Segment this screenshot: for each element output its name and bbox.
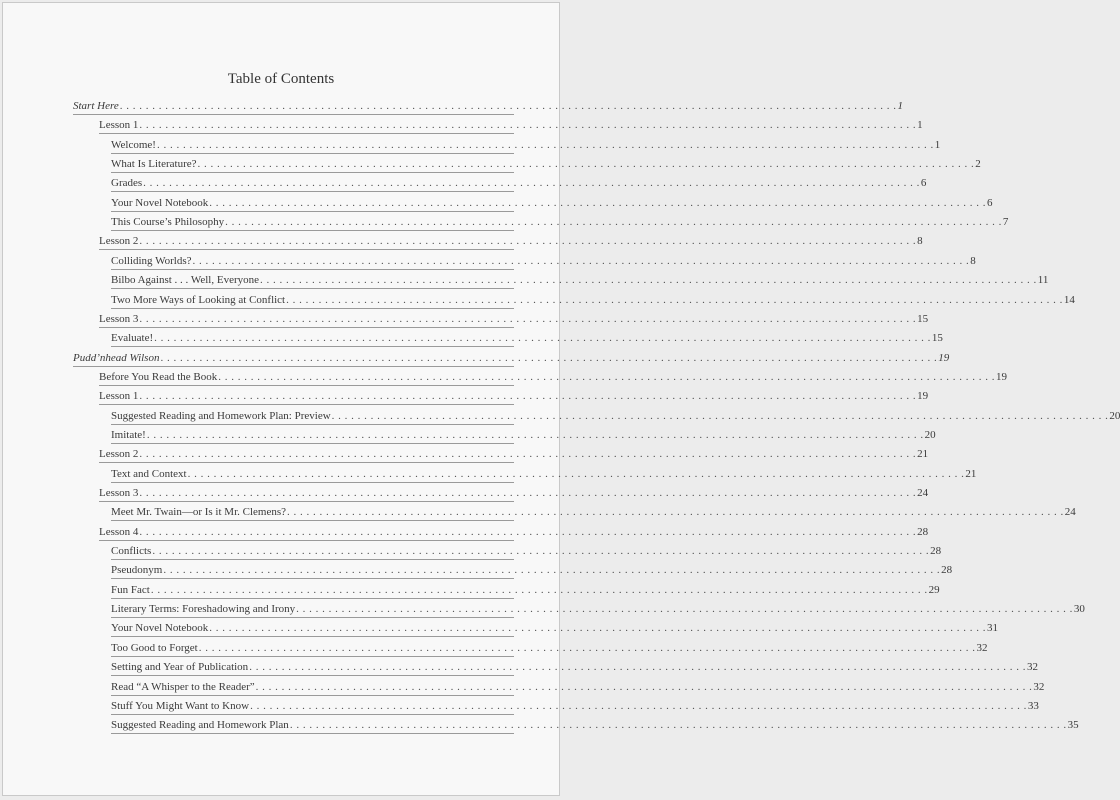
toc-topic-entry bbox=[111, 544, 942, 558]
toc-lesson-entry bbox=[99, 447, 929, 461]
dot-leader: . . . . . . . . . . . . . . . . . . . . . . . . . . . . . . . . . . . . . . . . . . . . . . . . . . . . . . . . . . . . . . . . . . . . . . . . . . . . . . . . . . . . . . . . . . . . . . . . . . . . . . . . . . . . . . . . . . . . . . . . bbox=[150, 584, 928, 596]
toc-entry-page-number: 21 bbox=[917, 448, 929, 460]
toc-entry-label: Read “A Whisper to the Reader” bbox=[111, 681, 255, 693]
toc-entry-label: Suggested Reading and Homework Plan bbox=[111, 719, 289, 731]
toc-row-rule bbox=[111, 636, 514, 637]
toc-topic-entry bbox=[111, 467, 977, 481]
toc-row-rule bbox=[111, 443, 514, 444]
dot-leader: . . . . . . . . . . . . . . . . . . . . . . . . . . . . . . . . . . . . . . . . . . . . . . . . . . . . . . . . . . . . . . . . . . . . . . . . . . . . . . . . . . . . . . . . . . . . . . . . . . . . . . . . . . . . . . . . . . . . . . . . bbox=[255, 681, 1033, 693]
toc-entry-page-number: 28 bbox=[941, 564, 953, 576]
dot-leader: . . . . . . . . . . . . . . . . . . . . . . . . . . . . . . . . . . . . . . . . . . . . . . . . . . . . . . . . . . . . . . . . . . . . . . . . . . . . . . . . . . . . . . . . . . . . . . . . . . . . . . . . . . . . . . . . . . . . . . . . bbox=[218, 371, 995, 383]
toc-entry-page-number: 1 bbox=[934, 139, 941, 151]
dot-leader: . . . . . . . . . . . . . . . . . . . . . . . . . . . . . . . . . . . . . . . . . . . . . . . . . . . . . . . . . . . . . . . . . . . . . . . . . . . . . . . . . . . . . . . . . . . . . . . . . . . . . . . . . . . . . . . . . . . . . . . . bbox=[187, 468, 965, 480]
toc-row-rule bbox=[111, 695, 514, 696]
dot-leader: . . . . . . . . . . . . . . . . . . . . . . . . . . . . . . . . . . . . . . . . . . . . . . . . . . . . . . . . . . . . . . . . . . . . . . . . . . . . . . . . . . . . . . . . . . . . . . . . . . . . . . . . . . . . . . . . . . . . . . . . bbox=[209, 197, 987, 209]
toc-lesson-entry bbox=[99, 486, 929, 500]
toc-topic-entry bbox=[111, 563, 953, 577]
toc-entry-label: Conflicts bbox=[111, 545, 152, 557]
toc-row-rule bbox=[99, 133, 514, 134]
toc-entry-page-number: 11 bbox=[1037, 274, 1049, 286]
toc-topic-entry bbox=[111, 602, 1085, 616]
toc-row-rule bbox=[111, 424, 514, 425]
toc-entry-label: Lesson 3 bbox=[99, 313, 139, 325]
toc-entry-label: Setting and Year of Publication bbox=[111, 661, 249, 673]
toc-entry-label: Suggested Reading and Homework Plan: Preview bbox=[111, 410, 331, 422]
toc-row-rule bbox=[111, 288, 514, 289]
toc-topic-entry bbox=[111, 215, 1009, 229]
toc-row-rule bbox=[111, 346, 514, 347]
toc-topic-entry bbox=[111, 621, 999, 635]
dot-leader: . . . . . . . . . . . . . . . . . . . . . . . . . . . . . . . . . . . . . . . . . . . . . . . . . . . . . . . . . . . . . . . . . . . . . . . . . . . . . . . . . . . . . . . . . . . . . . . . . . . . . . . . . . . . . . . . . . . . . . . . bbox=[119, 100, 897, 112]
toc-entry-label: Imitate! bbox=[111, 429, 146, 441]
toc-topic-entry bbox=[111, 273, 1049, 287]
toc-topic-entry bbox=[111, 718, 1079, 732]
toc-entry-label: Your Novel Notebook bbox=[111, 622, 209, 634]
toc-entry-label: Fun Fact bbox=[111, 584, 150, 596]
dot-leader: . . . . . . . . . . . . . . . . . . . . . . . . . . . . . . . . . . . . . . . . . . . . . . . . . . . . . . . . . . . . . . . . . . . . . . . . . . . . . . . . . . . . . . . . . . . . . . . . . . . . . . . . . . . . . . . . . . . . . . . . bbox=[225, 216, 1002, 228]
toc-row-rule bbox=[99, 327, 514, 328]
toc-entry-page-number: 19 bbox=[996, 371, 1007, 383]
toc-entry-label: Literary Terms: Foreshadowing and Irony bbox=[111, 603, 296, 615]
toc-row-rule bbox=[99, 249, 514, 250]
toc-entry-label: Stuff You Might Want to Know bbox=[111, 700, 250, 712]
toc-row-rule bbox=[73, 114, 514, 115]
toc-row-rule bbox=[99, 540, 514, 541]
toc-entry-page-number: 28 bbox=[930, 545, 942, 557]
toc-entry-label: Lesson 2 bbox=[99, 235, 139, 247]
toc-entry-page-number: 21 bbox=[965, 468, 977, 480]
toc-entry-label: Text and Context bbox=[111, 468, 187, 480]
toc-entry-page-number: 32 bbox=[976, 642, 988, 654]
toc-row-rule bbox=[111, 520, 514, 521]
dot-leader: . . . . . . . . . . . . . . . . . . . . . . . . . . . . . . . . . . . . . . . . . . . . . . . . . . . . . . . . . . . . . . . . . . . . . . . . . . . . . . . . . . . . . . . . . . . . . . . . . . . . . . . . . . . . . . . . . . . . . . . . bbox=[287, 506, 1064, 518]
toc-entry-label: Before You Read the Book bbox=[99, 371, 218, 383]
toc-entry-label: Lesson 4 bbox=[99, 526, 139, 538]
toc-entry-label: Lesson 1 bbox=[99, 119, 139, 131]
toc-row-rule bbox=[111, 714, 514, 715]
toc-entry-label: Pudd’nhead Wilson bbox=[73, 352, 160, 364]
document-page bbox=[2, 2, 1120, 796]
toc-topic-entry bbox=[111, 641, 988, 655]
toc-lesson-entry bbox=[99, 312, 929, 326]
toc-row-rule bbox=[111, 172, 514, 173]
dot-leader: . . . . . . . . . . . . . . . . . . . . . . . . . . . . . . . . . . . . . . . . . . . . . . . . . . . . . . . . . . . . . . . . . . . . . . . . . . . . . . . . . . . . . . . . . . . . . . . . . . . . . . . . . . . . . . . . . . . . . . . . bbox=[289, 719, 1067, 731]
dot-leader: . . . . . . . . . . . . . . . . . . . . . . . . . . . . . . . . . . . . . . . . . . . . . . . . . . . . . . . . . . . . . . . . . . . . . . . . . . . . . . . . . . . . . . . . . . . . . . . . . . . . . . . . . . . . . . . . . . . . . . . . bbox=[139, 235, 917, 247]
toc-row-rule bbox=[111, 675, 514, 676]
dot-leader: . . . . . . . . . . . . . . . . . . . . . . . . . . . . . . . . . . . . . . . . . . . . . . . . . . . . . . . . . . . . . . . . . . . . . . . . . . . . . . . . . . . . . . . . . . . . . . . . . . . . . . . . . . . . . . . . . . . . . . . . bbox=[139, 390, 917, 402]
toc-entry-page-number: 24 bbox=[1064, 506, 1076, 518]
toc-entry-page-number: 2 bbox=[975, 158, 981, 170]
toc-entry-label: Grades bbox=[111, 177, 143, 189]
dot-leader: . . . . . . . . . . . . . . . . . . . . . . . . . . . . . . . . . . . . . . . . . . . . . . . . . . . . . . . . . . . . . . . . . . . . . . . . . . . . . . . . . . . . . . . . . . . . . . . . . . . . . . . . . . . . . . . . . . . . . . . . bbox=[139, 526, 917, 538]
toc-lesson-entry bbox=[99, 370, 1007, 384]
toc-topic-entry bbox=[111, 409, 1120, 423]
dot-leader: . . . . . . . . . . . . . . . . . . . . . . . . . . . . . . . . . . . . . . . . . . . . . . . . . . . . . . . . . . . . . . . . . . . . . . . . . . . . . . . . . . . . . . . . . . . . . . . . . . . . . . . . . . . . . . . . . . . . . . . . bbox=[192, 255, 970, 267]
toc-row-rule bbox=[111, 191, 514, 192]
toc-topic-entry bbox=[111, 138, 941, 152]
toc-topic-entry bbox=[111, 254, 976, 268]
toc-entry-label: Meet Mr. Twain—or Is it Mr. Clemens? bbox=[111, 506, 287, 518]
dot-leader: . . . . . . . . . . . . . . . . . . . . . . . . . . . . . . . . . . . . . . . . . . . . . . . . . . . . . . . . . . . . . . . . . . . . . . . . . . . . . . . . . . . . . . . . . . . . . . . . . . . . . . . . . . . . . . . . . . . . . . . . bbox=[331, 410, 1109, 422]
toc-entry-page-number: 1 bbox=[897, 100, 903, 112]
toc-lesson-entry bbox=[99, 389, 929, 403]
dot-leader: . . . . . . . . . . . . . . . . . . . . . . . . . . . . . . . . . . . . . . . . . . . . . . . . . . . . . . . . . . . . . . . . . . . . . . . . . . . . . . . . . . . . . . . . . . . . . . . . . . . . . . . . . . . . . . . . . . . . . . . . bbox=[260, 274, 1037, 286]
toc-entry-page-number: 31 bbox=[987, 622, 999, 634]
dot-leader: . . . . . . . . . . . . . . . . . . . . . . . . . . . . . . . . . . . . . . . . . . . . . . . . . . . . . . . . . . . . . . . . . . . . . . . . . . . . . . . . . . . . . . . . . . . . . . . . . . . . . . . . . . . . . . . . . . . . . . . . bbox=[139, 119, 917, 131]
toc-entry-page-number: 1 bbox=[917, 119, 923, 131]
toc-row-rule bbox=[111, 617, 514, 618]
toc-row-rule bbox=[111, 482, 514, 483]
toc-entry-page-number: 28 bbox=[917, 526, 929, 538]
toc-entry-label: Two More Ways of Looking at Conflict bbox=[111, 294, 286, 306]
toc-entry-page-number: 14 bbox=[1063, 294, 1075, 306]
toc-entry-page-number: 19 bbox=[917, 390, 929, 402]
toc-entry-page-number: 24 bbox=[917, 487, 929, 499]
dot-leader: . . . . . . . . . . . . . . . . . . . . . . . . . . . . . . . . . . . . . . . . . . . . . . . . . . . . . . . . . . . . . . . . . . . . . . . . . . . . . . . . . . . . . . . . . . . . . . . . . . . . . . . . . . . . . . . . . . . . . . . . bbox=[296, 603, 1073, 615]
toc-entry-page-number: 30 bbox=[1073, 603, 1085, 615]
toc-entry-page-number: 33 bbox=[1027, 700, 1039, 712]
toc-entry-label: Too Good to Forget bbox=[111, 642, 198, 654]
dot-leader: . . . . . . . . . . . . . . . . . . . . . . . . . . . . . . . . . . . . . . . . . . . . . . . . . . . . . . . . . . . . . . . . . . . . . . . . . . . . . . . . . . . . . . . . . . . . . . . . . . . . . . . . . . . . . . . . . . . . . . . . bbox=[152, 545, 930, 557]
dot-leader: . . . . . . . . . . . . . . . . . . . . . . . . . . . . . . . . . . . . . . . . . . . . . . . . . . . . . . . . . . . . . . . . . . . . . . . . . . . . . . . . . . . . . . . . . . . . . . . . . . . . . . . . . . . . . . . . . . . . . . . . bbox=[250, 700, 1027, 712]
toc-topic-entry bbox=[111, 583, 940, 597]
toc-entry-page-number: 32 bbox=[1033, 681, 1045, 693]
toc-entry-page-number: 35 bbox=[1067, 719, 1079, 731]
toc-entry-page-number: 7 bbox=[1002, 216, 1009, 228]
toc-row-rule bbox=[99, 404, 514, 405]
toc-row-rule bbox=[99, 501, 514, 502]
toc-section-entry bbox=[73, 351, 950, 365]
toc-row-rule bbox=[111, 230, 514, 231]
dot-leader: . . . . . . . . . . . . . . . . . . . . . . . . . . . . . . . . . . . . . . . . . . . . . . . . . . . . . . . . . . . . . . . . . . . . . . . . . . . . . . . . . . . . . . . . . . . . . . . . . . . . . . . . . . . . . . . . . . . . . . . . bbox=[154, 332, 931, 344]
toc-topic-entry bbox=[111, 293, 1075, 307]
toc-row-rule bbox=[111, 598, 514, 599]
dot-leader: . . . . . . . . . . . . . . . . . . . . . . . . . . . . . . . . . . . . . . . . . . . . . . . . . . . . . . . . . . . . . . . . . . . . . . . . . . . . . . . . . . . . . . . . . . . . . . . . . . . . . . . . . . . . . . . . . . . . . . . . bbox=[139, 448, 917, 460]
toc-entry-label: Pseudonym bbox=[111, 564, 163, 576]
toc-entry-page-number: 15 bbox=[917, 313, 929, 325]
toc-entry-label: Start Here bbox=[73, 100, 119, 112]
toc-topic-entry bbox=[111, 331, 943, 345]
toc-entry-page-number: 8 bbox=[917, 235, 923, 247]
toc-lesson-entry bbox=[99, 234, 923, 248]
dot-leader: . . . . . . . . . . . . . . . . . . . . . . . . . . . . . . . . . . . . . . . . . . . . . . . . . . . . . . . . . . . . . . . . . . . . . . . . . . . . . . . . . . . . . . . . . . . . . . . . . . . . . . . . . . . . . . . . . . . . . . . . bbox=[146, 429, 924, 441]
toc-entry-label: Lesson 1 bbox=[99, 390, 139, 402]
toc-row-rule bbox=[99, 385, 514, 386]
toc-topic-entry bbox=[111, 428, 936, 442]
toc-entry-label: Evaluate! bbox=[111, 332, 154, 344]
toc-entry-label: This Course’s Philosophy bbox=[111, 216, 225, 228]
toc-entry-page-number: 15 bbox=[931, 332, 943, 344]
toc-entry-page-number: 29 bbox=[928, 584, 940, 596]
dot-leader: . . . . . . . . . . . . . . . . . . . . . . . . . . . . . . . . . . . . . . . . . . . . . . . . . . . . . . . . . . . . . . . . . . . . . . . . . . . . . . . . . . . . . . . . . . . . . . . . . . . . . . . . . . . . . . . . . . . . . . . . bbox=[160, 352, 938, 364]
toc-entry-page-number: 19 bbox=[938, 352, 950, 364]
dot-leader: . . . . . . . . . . . . . . . . . . . . . . . . . . . . . . . . . . . . . . . . . . . . . . . . . . . . . . . . . . . . . . . . . . . . . . . . . . . . . . . . . . . . . . . . . . . . . . . . . . . . . . . . . . . . . . . . . . . . . . . . bbox=[143, 177, 920, 189]
toc-entry-page-number: 8 bbox=[970, 255, 976, 267]
toc-row-rule bbox=[111, 153, 514, 154]
toc-row-rule bbox=[111, 578, 514, 579]
page-title: Table of Contents bbox=[227, 71, 335, 87]
toc-row-rule bbox=[73, 366, 514, 367]
toc-entry-label: Welcome! bbox=[111, 139, 156, 151]
toc-row-rule bbox=[111, 269, 514, 270]
dot-leader: . . . . . . . . . . . . . . . . . . . . . . . . . . . . . . . . . . . . . . . . . . . . . . . . . . . . . . . . . . . . . . . . . . . . . . . . . . . . . . . . . . . . . . . . . . . . . . . . . . . . . . . . . . . . . . . . . . . . . . . . bbox=[286, 294, 1063, 306]
toc-row-rule bbox=[99, 462, 514, 463]
toc-lesson-entry bbox=[99, 525, 929, 539]
dot-leader: . . . . . . . . . . . . . . . . . . . . . . . . . . . . . . . . . . . . . . . . . . . . . . . . . . . . . . . . . . . . . . . . . . . . . . . . . . . . . . . . . . . . . . . . . . . . . . . . . . . . . . . . . . . . . . . . . . . . . . . . bbox=[197, 158, 975, 170]
toc-row-rule bbox=[111, 656, 514, 657]
toc-entry-label: What Is Literature? bbox=[111, 158, 197, 170]
toc-topic-entry bbox=[111, 157, 981, 171]
toc-entry-page-number: 6 bbox=[920, 177, 927, 189]
toc-topic-entry bbox=[111, 699, 1039, 713]
toc-topic-entry bbox=[111, 660, 1038, 674]
toc-entry-label: Lesson 2 bbox=[99, 448, 139, 460]
toc-row-rule bbox=[111, 559, 514, 560]
toc-topic-entry bbox=[111, 196, 993, 210]
toc-entry-page-number: 6 bbox=[987, 197, 993, 209]
dot-leader: . . . . . . . . . . . . . . . . . . . . . . . . . . . . . . . . . . . . . . . . . . . . . . . . . . . . . . . . . . . . . . . . . . . . . . . . . . . . . . . . . . . . . . . . . . . . . . . . . . . . . . . . . . . . . . . . . . . . . . . . bbox=[209, 622, 987, 634]
toc-topic-entry bbox=[111, 176, 927, 190]
dot-leader: . . . . . . . . . . . . . . . . . . . . . . . . . . . . . . . . . . . . . . . . . . . . . . . . . . . . . . . . . . . . . . . . . . . . . . . . . . . . . . . . . . . . . . . . . . . . . . . . . . . . . . . . . . . . . . . . . . . . . . . . bbox=[249, 661, 1026, 673]
toc-lesson-entry bbox=[99, 118, 923, 132]
toc-topic-entry bbox=[111, 680, 1045, 694]
toc-topic-entry bbox=[111, 505, 1076, 519]
toc-row-rule bbox=[111, 733, 514, 734]
dot-leader: . . . . . . . . . . . . . . . . . . . . . . . . . . . . . . . . . . . . . . . . . . . . . . . . . . . . . . . . . . . . . . . . . . . . . . . . . . . . . . . . . . . . . . . . . . . . . . . . . . . . . . . . . . . . . . . . . . . . . . . . bbox=[156, 139, 934, 151]
toc-row-rule bbox=[111, 211, 514, 212]
toc-section-entry bbox=[73, 99, 903, 113]
toc-entry-label: Lesson 3 bbox=[99, 487, 139, 499]
toc-entry-label: Bilbo Against . . . Well, Everyone bbox=[111, 274, 260, 286]
toc-entry-page-number: 32 bbox=[1026, 661, 1038, 673]
toc-entry-page-number: 20 bbox=[1109, 410, 1120, 422]
dot-leader: . . . . . . . . . . . . . . . . . . . . . . . . . . . . . . . . . . . . . . . . . . . . . . . . . . . . . . . . . . . . . . . . . . . . . . . . . . . . . . . . . . . . . . . . . . . . . . . . . . . . . . . . . . . . . . . . . . . . . . . . bbox=[139, 487, 917, 499]
dot-leader: . . . . . . . . . . . . . . . . . . . . . . . . . . . . . . . . . . . . . . . . . . . . . . . . . . . . . . . . . . . . . . . . . . . . . . . . . . . . . . . . . . . . . . . . . . . . . . . . . . . . . . . . . . . . . . . . . . . . . . . . bbox=[163, 564, 941, 576]
dot-leader: . . . . . . . . . . . . . . . . . . . . . . . . . . . . . . . . . . . . . . . . . . . . . . . . . . . . . . . . . . . . . . . . . . . . . . . . . . . . . . . . . . . . . . . . . . . . . . . . . . . . . . . . . . . . . . . . . . . . . . . . bbox=[198, 642, 976, 654]
toc-entry-label: Colliding Worlds? bbox=[111, 255, 192, 267]
toc-entry-label: Your Novel Notebook bbox=[111, 197, 209, 209]
dot-leader: . . . . . . . . . . . . . . . . . . . . . . . . . . . . . . . . . . . . . . . . . . . . . . . . . . . . . . . . . . . . . . . . . . . . . . . . . . . . . . . . . . . . . . . . . . . . . . . . . . . . . . . . . . . . . . . . . . . . . . . . bbox=[139, 313, 917, 325]
toc-entry-page-number: 20 bbox=[924, 429, 936, 441]
toc-row-rule bbox=[111, 308, 514, 309]
